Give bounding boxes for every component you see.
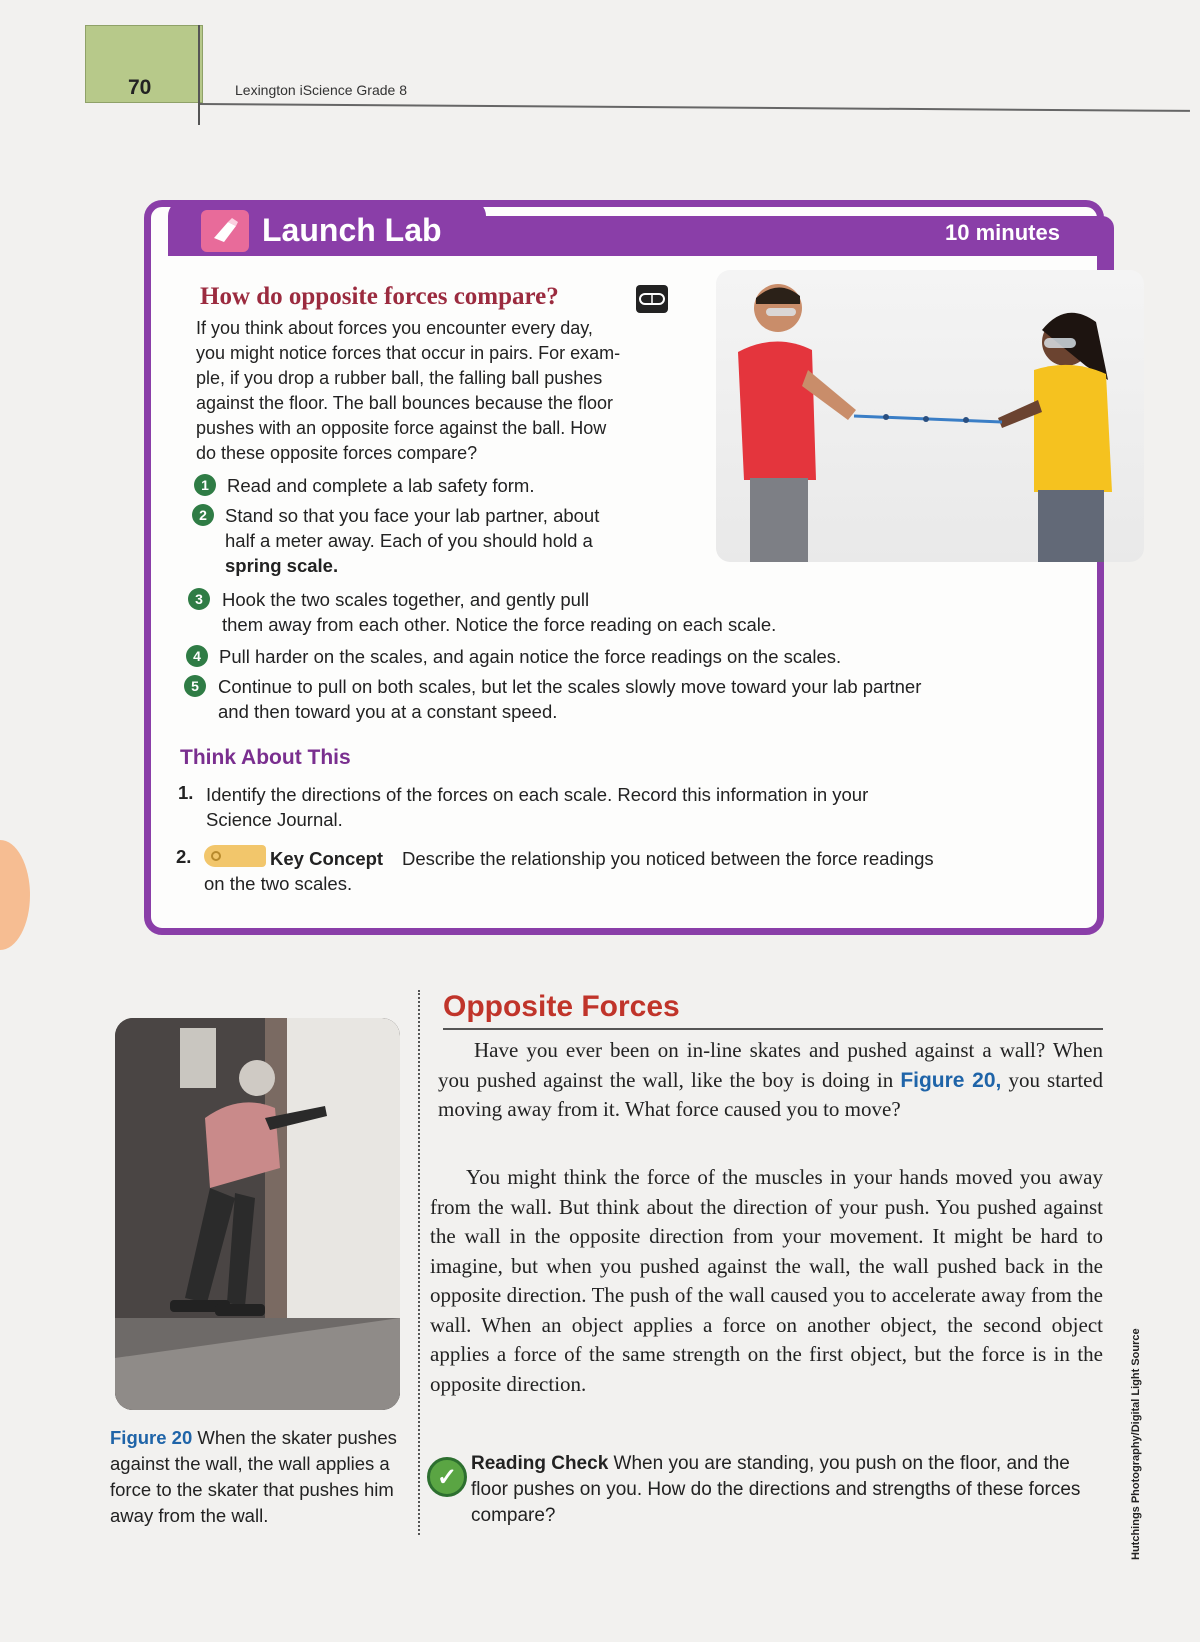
lab-intro-line: you might notice forces that occur in pairs. For exam-	[196, 343, 621, 363]
running-head: Lexington iScience Grade 8	[235, 82, 407, 98]
think-line: Identify the directions of the forces on each scale. Record this information in your	[206, 784, 869, 805]
body-paragraph: You might think the force of the muscles in your hands moved you away from the wall. But think about the direction of your push. You pushed against the wall in the opposite direction from your movement. It might be hard to imagine, but when you pushed against the wall, the wall pushed back in the opposite direction. The push of the wall caused you to accelerate away from the wall. When an object applies a force on another object, the second object applies a force of the same strength on the first object, but the force is in the opposite direction.	[430, 1165, 1103, 1396]
body-text: you started moving away from it. What force caused you to move?	[438, 1067, 1104, 1121]
step-number-badge: 1	[194, 474, 216, 496]
figure-reference-link[interactable]: Figure 20,	[900, 1068, 1002, 1092]
lab-intro-line: ple, if you drop a rubber ball, the falling ball pushes	[196, 368, 603, 388]
lab-intro-line: do these opposite forces compare?	[196, 443, 478, 463]
step-number-badge: 4	[186, 645, 208, 667]
lab-step	[218, 674, 921, 724]
step-number-badge: 5	[184, 675, 206, 697]
step-number-badge: 3	[188, 588, 210, 610]
lab-step	[227, 473, 534, 498]
section-title: Opposite Forces	[443, 990, 680, 1023]
step-line: Read and complete a lab safety form.	[227, 475, 535, 496]
step-number-badge: 2	[192, 504, 214, 526]
step-line: Pull harder on the scales, and again notice the force readings on the scales.	[219, 646, 842, 667]
think-line: Science Journal.	[206, 809, 343, 830]
step-line: Stand so that you face your lab partner, about	[225, 505, 600, 526]
column-divider	[418, 990, 420, 1535]
figure-caption-text: When the skater pushes against the wall, the wall applies a force to the skater that pushes him away from the wall.	[110, 1427, 397, 1526]
think-item-number: 2.	[176, 846, 192, 867]
think-about-this-heading: Think About This	[180, 746, 351, 769]
body-text: Have you ever been on in-line skates and pushed against a wall? When you pushed against the wall, like the boy is doing in	[438, 1038, 1103, 1092]
think-item-number: 1.	[178, 782, 194, 803]
think-item	[206, 782, 868, 832]
page-number: 70	[128, 76, 152, 99]
header-rule	[200, 103, 1190, 112]
step-line: Continue to pull on both scales, but let the scales slowly move toward your lab partner	[218, 676, 922, 697]
figure-label: Figure 20	[110, 1427, 193, 1448]
step-line: and then toward you at a constant speed.	[218, 701, 558, 722]
key-concept-label: Key Concept	[270, 848, 384, 869]
step-line: Hook the two scales together, and gently pull	[222, 589, 590, 610]
body-paragraph	[438, 1036, 1103, 1125]
header-divider	[198, 25, 200, 125]
lab-step	[222, 587, 776, 637]
lab-question: How do opposite forces compare?	[200, 283, 559, 310]
skater-photo	[115, 1018, 400, 1410]
launch-lab-time: 10 minutes	[945, 220, 1060, 245]
lab-intro-line: If you think about forces you encounter every day,	[196, 318, 593, 338]
reading-check	[471, 1451, 1091, 1529]
checkmark-icon: ✓	[427, 1457, 467, 1497]
lab-step	[225, 503, 599, 578]
safety-goggles-icon	[636, 285, 668, 313]
lab-partners-photo	[716, 270, 1144, 562]
launch-lab-title: Launch Lab	[262, 212, 442, 248]
figure-caption	[110, 1425, 400, 1529]
lab-intro	[196, 316, 686, 466]
think-line: Describe the relationship you noticed between the force readings	[402, 848, 934, 869]
lab-intro-line: pushes with an opposite force against the ball. How	[196, 418, 607, 438]
think-line: on the two scales.	[204, 873, 353, 894]
flask-icon	[201, 210, 249, 252]
page-edge-smudge	[0, 840, 30, 950]
lab-intro-line: against the floor. The ball bounces because the floor	[196, 393, 613, 413]
step-line: half a meter away. Each of you should hold a	[225, 530, 593, 551]
key-hole-icon	[211, 851, 221, 861]
reading-check-label: Reading Check	[471, 1453, 609, 1474]
photo-credit: Hutchings Photography/Digital Light Source	[1130, 1328, 1142, 1560]
step-bold-term: spring scale.	[225, 555, 339, 576]
section-title-rule	[443, 1028, 1103, 1030]
reading-check-text: When you are standing, you push on the floor, and the floor pushes on you. How do the directions and strengths of these forces compare?	[471, 1453, 1081, 1526]
lab-step	[219, 644, 841, 669]
step-line: them away from each other. Notice the force reading on each scale.	[222, 614, 777, 635]
